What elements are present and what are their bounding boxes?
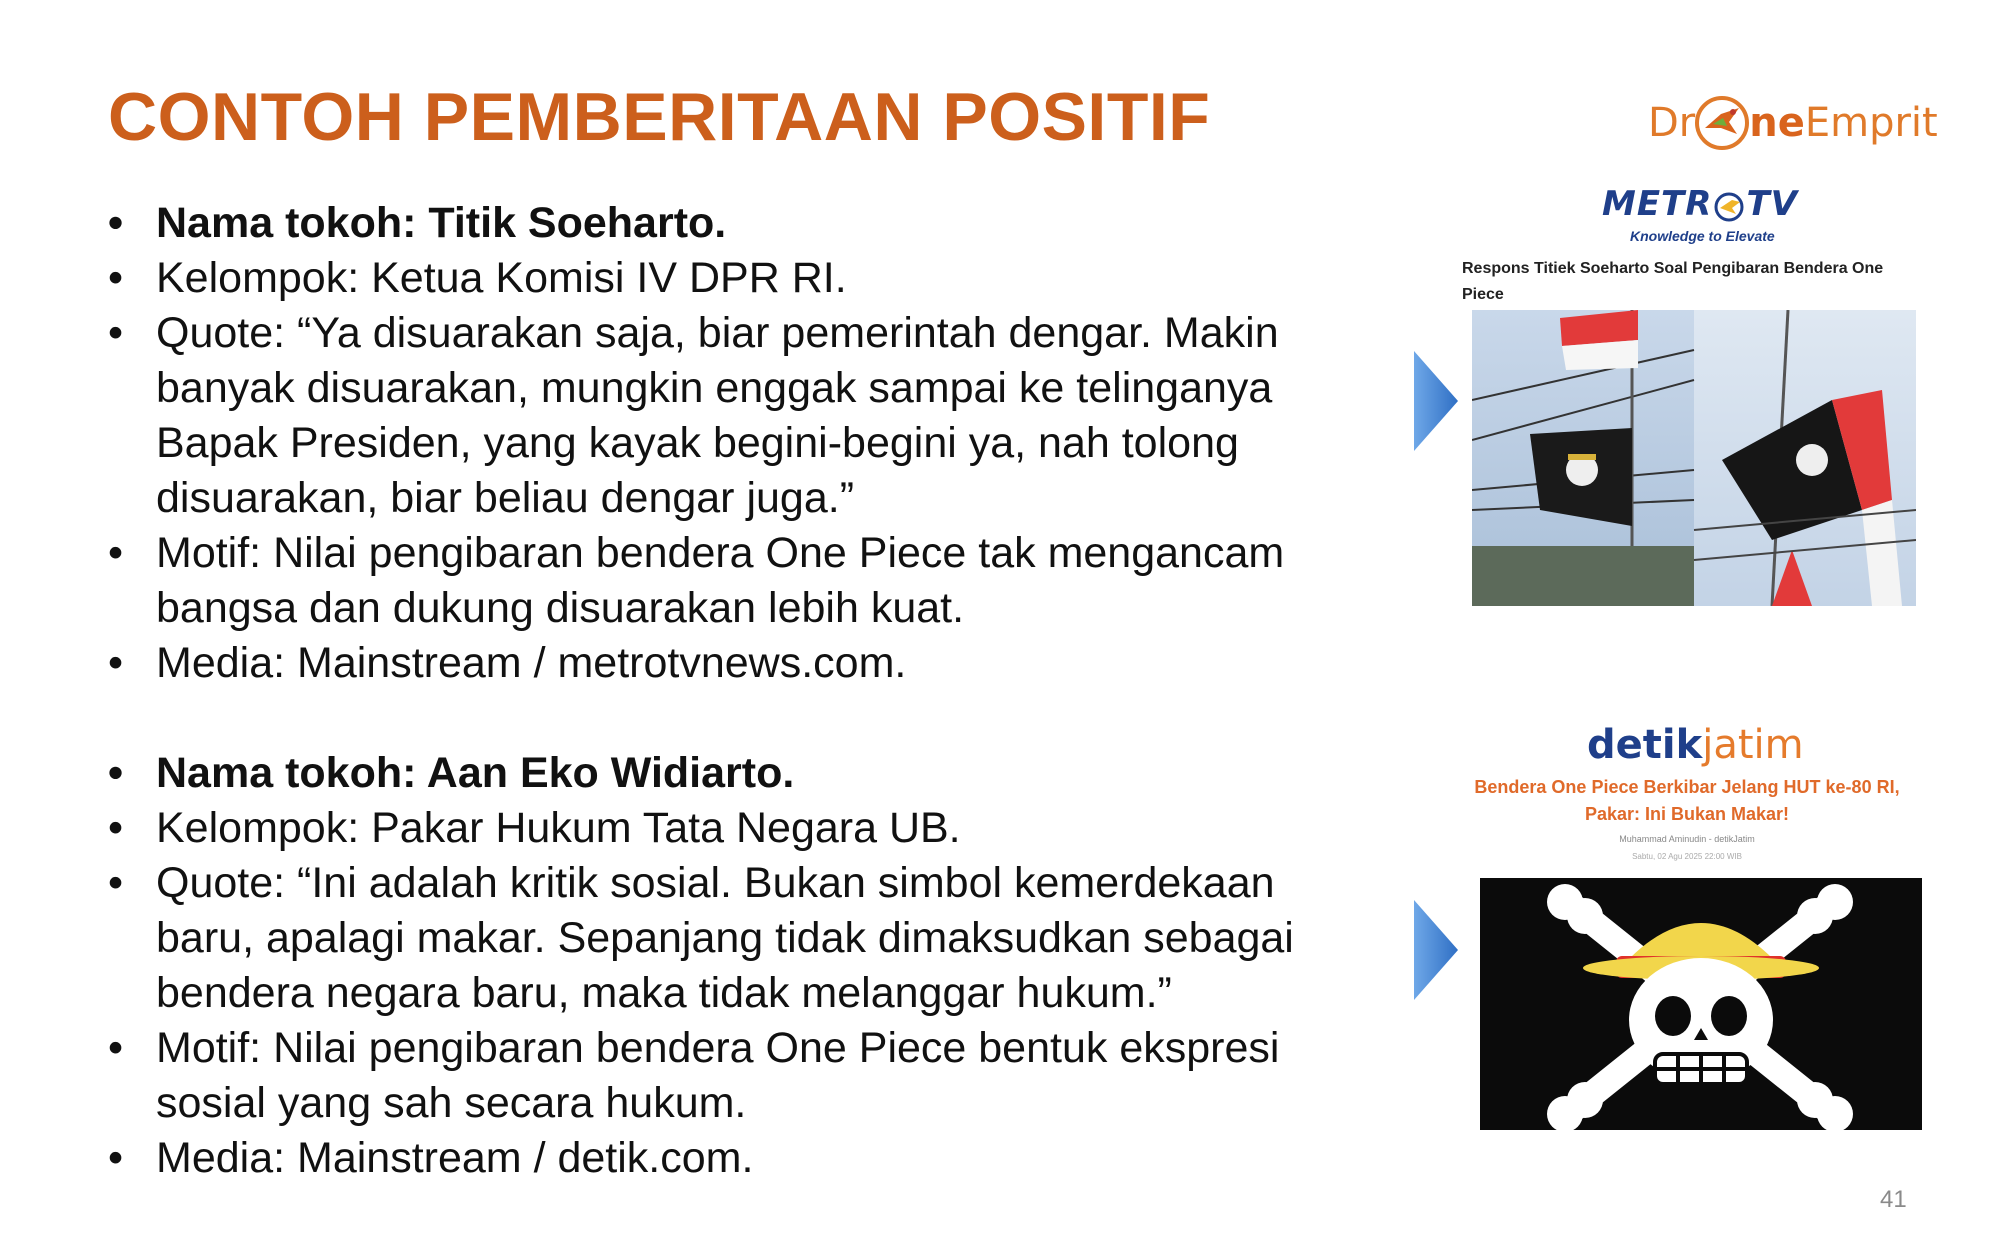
- bullet-text: Motif: Nilai pengibaran bendera One Piece tak mengancam bangsa dan dukung disuarakan lebih kuat.: [156, 529, 1285, 632]
- logo-text-emprit: Emprit: [1804, 100, 1938, 146]
- bullet-text: Kelompok: Pakar Hukum Tata Negara UB.: [156, 804, 961, 852]
- news-photo-flags: [1472, 310, 1916, 606]
- bullet-text: Motif: Nilai pengibaran bendera One Piece bentuk ekspresi sosial yang sah secara hukum.: [156, 1024, 1280, 1127]
- metrotv-logo-right: TV: [1746, 184, 1798, 224]
- bullet-dot: •: [108, 859, 124, 907]
- metrotv-news-card: [1452, 178, 1922, 608]
- bullet-item: [108, 196, 1368, 251]
- bullet-item: [108, 1021, 1368, 1131]
- bullet-dot: •: [108, 1024, 124, 1072]
- bullet-dot: •: [108, 254, 124, 302]
- bullet-text: Media: Mainstream / detik.com.: [156, 1134, 754, 1182]
- detikjatim-author: Muhammad Aminudin - detikJatim: [1619, 834, 1755, 844]
- bullet-text: Kelompok: Ketua Komisi IV DPR RI.: [156, 254, 847, 302]
- metrotv-logo-left: METR: [1602, 184, 1713, 224]
- bullet-item: [108, 1131, 1368, 1186]
- bullet-dot: •: [108, 529, 124, 577]
- bullet-dot: •: [108, 639, 124, 687]
- eagle-icon: [1712, 191, 1746, 221]
- logo-text-ne: ne: [1749, 100, 1805, 146]
- logo-text-dr: Dr: [1648, 100, 1696, 146]
- detikjatim-logo: [1587, 722, 1804, 768]
- bullet-text: Nama tokoh: Aan Eko Widiarto.: [156, 749, 795, 797]
- slide-title: CONTOH PEMBERITAAN POSITIF: [108, 79, 1211, 155]
- page-number: 41: [1880, 1186, 1907, 1213]
- detikjatim-headline: Bendera One Piece Berkibar Jelang HUT ke-80 RI, Pakar: Ini Bukan Makar!: [1474, 777, 1900, 824]
- detikjatim-date: Sabtu, 02 Agu 2025 22:00 WIB: [1632, 852, 1742, 861]
- bullet-dot: •: [108, 749, 124, 797]
- drone-bird-icon: [1693, 94, 1751, 152]
- bullet-dot: •: [108, 1134, 124, 1182]
- drone-emprit-logo: [1648, 88, 1948, 158]
- detik-logo-left: detik: [1587, 722, 1703, 768]
- bullet-item: [108, 306, 1368, 526]
- bullet-item: [108, 636, 1368, 691]
- metrotv-logo: [1602, 184, 1798, 224]
- bullet-text: Quote: “Ini adalah kritik sosial. Bukan simbol kemerdekaan baru, apalagi makar. Sepanjang tidak dimaksudkan sebagai bendera negara baru, maka tidak melanggar hukum.”: [156, 859, 1294, 1017]
- bullet-text: Nama tokoh: Titik Soeharto.: [156, 199, 727, 247]
- metrotv-tagline: Knowledge to Elevate: [1630, 228, 1775, 244]
- detik-logo-right: jatim: [1702, 722, 1804, 768]
- metrotv-headline: Respons Titiek Soeharto Soal Pengibaran Bendera One Piece: [1462, 260, 1884, 303]
- detikjatim-news-card: [1452, 712, 1922, 1132]
- bullet-item: [108, 746, 1368, 801]
- bullet-text: Quote: “Ya disuarakan saja, biar pemerintah dengar. Makin banyak disuarakan, mungkin enggak sampai ke telinganya Bapak Presiden, yang kayak begini-begini ya, nah tolong disuarakan, biar beliau dengar juga.”: [156, 309, 1279, 522]
- bullet-item: [108, 856, 1368, 1021]
- bullet-item: [108, 801, 1368, 856]
- bullet-list: [108, 196, 1368, 1186]
- bullet-dot: •: [108, 804, 124, 852]
- bullet-item: [108, 251, 1368, 306]
- bullet-dot: •: [108, 199, 124, 247]
- bullet-text: Media: Mainstream / metrotvnews.com.: [156, 639, 907, 687]
- bullet-dot: •: [108, 309, 124, 357]
- jolly-roger-flag-image: [1480, 878, 1922, 1130]
- bullet-item: [108, 526, 1368, 636]
